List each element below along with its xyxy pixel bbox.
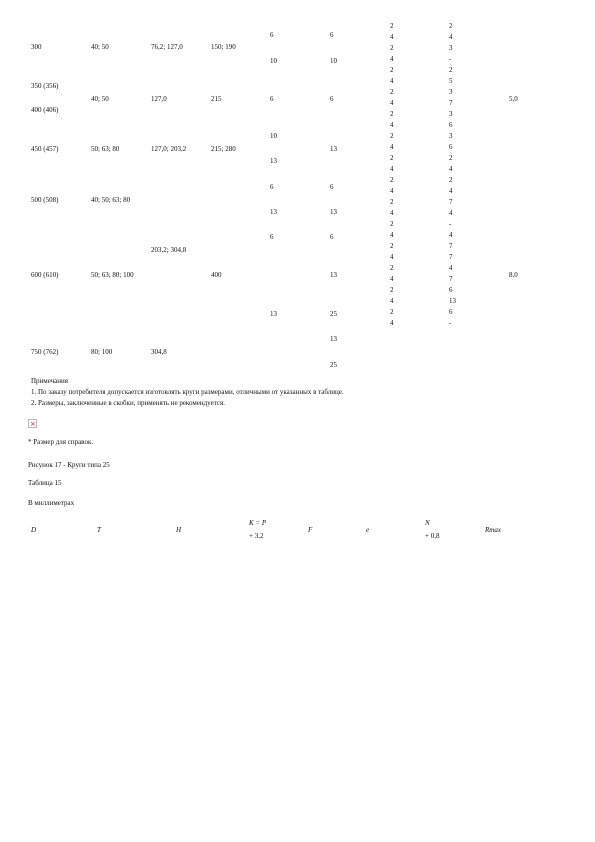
n-col2-cell: - — [449, 220, 452, 228]
n-col1-cell: 2 — [390, 44, 394, 52]
cell-e: 6 — [330, 183, 334, 191]
cell-e: 10 — [330, 57, 337, 65]
cell-e: 6 — [330, 31, 334, 39]
n-col1-cell: 2 — [390, 308, 394, 316]
n-col1-cell: 2 — [390, 66, 394, 74]
cell-rmax-600: 8,0 — [509, 271, 518, 279]
cell-d-400: 400 (406) — [31, 106, 59, 114]
cell-k-600: 400 — [211, 271, 222, 279]
table-label: Таблица 15 — [28, 479, 62, 487]
cell-e: 6 — [330, 233, 334, 241]
cell-d-500: 500 (508) — [31, 196, 59, 204]
n-col2-cell: 2 — [449, 66, 453, 74]
n-col1-cell: 4 — [390, 33, 394, 41]
cell-e-450: 13 — [330, 145, 337, 153]
cell-h-600: 203,2; 304,8 — [151, 246, 187, 254]
n-col1-cell: 4 — [390, 143, 394, 151]
header-e: e — [366, 526, 370, 534]
n-col1-cell: 4 — [390, 209, 394, 217]
cell-t-400: 40; 50 — [91, 95, 109, 103]
n-col1-cell: 2 — [390, 220, 394, 228]
n-col1-cell: 2 — [390, 242, 394, 250]
n-col2-cell: 13 — [449, 297, 456, 305]
cell-f-400: 6 — [270, 95, 274, 103]
n-col2-cell: 4 — [449, 231, 453, 239]
n-col2-cell: 7 — [449, 99, 453, 107]
n-col1-cell: 2 — [390, 286, 394, 294]
n-col2-cell: 3 — [449, 44, 453, 52]
n-col1-cell: 4 — [390, 99, 394, 107]
cell-t-600: 50; 63; 80; 100 — [91, 271, 134, 279]
header-t: T — [97, 526, 101, 534]
n-col2-list — [449, 22, 456, 327]
cell-h-450: 127,0; 203,2 — [151, 145, 187, 153]
cell-f: 6 — [270, 31, 274, 39]
cell-rmax-400: 5,0 — [509, 95, 518, 103]
cell-k-450: 215; 280 — [211, 145, 236, 153]
n-col1-cell: 4 — [390, 187, 394, 195]
cell-k-400: 215 — [211, 95, 222, 103]
cell-h-750: 304,8 — [151, 348, 167, 356]
cell-f: 13 — [270, 310, 277, 318]
notes-title: Примечания — [31, 377, 69, 385]
n-col2-cell: 2 — [449, 176, 453, 184]
cell-t-300: 40; 50 — [91, 43, 109, 51]
cell-d-450: 450 (457) — [31, 145, 59, 153]
n-col1-cell: 2 — [390, 22, 394, 30]
n-col2-cell: 3 — [449, 132, 453, 140]
cell-f: 13 — [270, 208, 277, 216]
header-n-top: N — [425, 519, 430, 527]
n-col1-cell: 2 — [390, 154, 394, 162]
n-col2-cell: 3 — [449, 88, 453, 96]
header-h: H — [176, 526, 182, 534]
n-col1-cell: 4 — [390, 275, 394, 283]
cell-t-450: 50; 63; 80 — [91, 145, 120, 153]
figure-caption: Рисунок 17 - Круги типа 25 — [28, 461, 110, 469]
n-col2-cell: 6 — [449, 121, 453, 129]
n-col2-cell: 7 — [449, 253, 453, 261]
cell-k-300: 150; 190 — [211, 43, 236, 51]
cell-e: 13 — [330, 208, 337, 216]
n-col1-cell: 4 — [390, 55, 394, 63]
n-col2-cell: - — [449, 319, 452, 327]
n-col1-cell: 2 — [390, 264, 394, 272]
cell-d-600: 600 (610) — [31, 271, 59, 279]
n-col2-cell: - — [449, 55, 452, 63]
units-label: В миллиметрах — [28, 499, 75, 507]
n-col1-cell: 4 — [390, 165, 394, 173]
cell-f: 6 — [270, 233, 274, 241]
note-1: 1. По заказу потребителя допускается изготовлять круги размерами, отличными от указанных в таблице. — [31, 388, 344, 396]
n-col1-cell: 2 — [390, 88, 394, 96]
header-d: D — [31, 526, 37, 534]
cell-e-600: 13 — [330, 271, 337, 279]
n-col1-cell: 4 — [390, 319, 394, 327]
n-col1-cell: 2 — [390, 198, 394, 206]
n-col1-cell: 4 — [390, 77, 394, 85]
n-col1-cell: 4 — [390, 297, 394, 305]
cell-d-750: 750 (762) — [31, 348, 59, 356]
n-col2-cell: 4 — [449, 165, 453, 173]
n-col2-cell: 4 — [449, 264, 453, 272]
header-k-bottom: + 3,2 — [249, 532, 264, 540]
cell-e: 25 — [330, 361, 337, 369]
n-col1-cell: 2 — [390, 132, 394, 140]
n-col2-cell: 4 — [449, 209, 453, 217]
cell-f: 6 — [270, 183, 274, 191]
cell-h-300: 76,2; 127,0 — [151, 43, 183, 51]
header-f: F — [308, 526, 313, 534]
n-col2-cell: 7 — [449, 198, 453, 206]
n-col2-cell: 5 — [449, 77, 453, 85]
note-2: 2. Размеры, заключенные в скобки, применять не рекомендуется. — [31, 399, 225, 407]
cell-t-500: 40; 50; 63; 80 — [91, 196, 131, 204]
broken-image-icon: × — [30, 420, 36, 428]
footnote: * Размер для справок. — [28, 438, 94, 446]
n-col2-cell: 7 — [449, 275, 453, 283]
cell-h-400: 127,0 — [151, 95, 167, 103]
header-n-bottom: + 0,8 — [425, 532, 440, 540]
n-col1-cell: 2 — [390, 110, 394, 118]
n-col2-cell: 4 — [449, 33, 453, 41]
n-col1-cell: 4 — [390, 253, 394, 261]
cell-f: 10 — [270, 57, 277, 65]
n-col2-cell: 6 — [449, 286, 453, 294]
cell-d-350: 350 (356) — [31, 82, 59, 90]
n-col2-cell: 4 — [449, 187, 453, 195]
n-col1-cell: 2 — [390, 176, 394, 184]
n-col2-cell: 2 — [449, 154, 453, 162]
header-rmax: Rmax — [485, 526, 501, 534]
n-col1-cell: 4 — [390, 121, 394, 129]
header-k-top: K = P — [249, 519, 267, 527]
cell-f: 10 — [270, 132, 277, 140]
n-col2-cell: 6 — [449, 143, 453, 151]
n-col2-cell: 3 — [449, 110, 453, 118]
n-col2-cell: 2 — [449, 22, 453, 30]
n-col1-list — [390, 22, 394, 327]
cell-e-400: 6 — [330, 95, 334, 103]
n-col1-cell: 4 — [390, 231, 394, 239]
cell-e: 25 — [330, 310, 337, 318]
cell-t-750: 80; 100 — [91, 348, 113, 356]
cell-e: 13 — [330, 335, 337, 343]
n-col2-cell: 6 — [449, 308, 453, 316]
cell-f: 13 — [270, 157, 277, 165]
cell-d-300: 300 — [31, 43, 42, 51]
n-col2-cell: 7 — [449, 242, 453, 250]
